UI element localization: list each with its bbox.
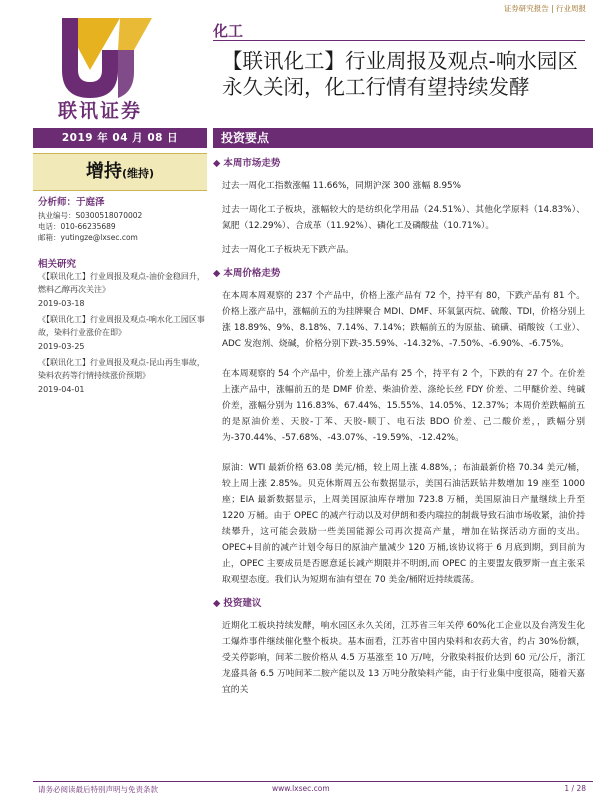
paragraph: 过去一周化工指数涨幅 11.66%，同期沪深 300 涨幅 8.95%	[222, 181, 462, 191]
related-research-list	[38, 270, 206, 399]
key-points-heading: 投资要点	[213, 128, 593, 148]
diamond-icon: ◆	[213, 158, 221, 169]
section-heading: ◆ 本周市场走势	[213, 158, 281, 169]
footer-divider	[33, 781, 593, 782]
paragraph: 在本周本周观察的 237 个产品中，价格上涨产品有 72 个，持平有 80，下跌产品有 81 个。价格上涨产品中，涨幅前五的为挂牌聚合 MDI、DMF、环氧氯丙烷、硫酸、TDI，价格分别上涨 18.89%、9%、8.18%、7.14%、7.14%；跌幅前五的为原盐、硫磺、硝酸铵（工业）、ADC 发泡剂、烧碱，价格分别下跌-35.59%、-14.32%、-7.50%、-6.90%、-6.75%。	[222, 291, 585, 349]
related-date: 2019-03-18	[38, 299, 85, 308]
related-item[interactable]: 《【联讯化工】行业周报及观点-响水化工园区事故，染料行业涨价在即》	[38, 315, 205, 337]
section-heading: ◆ 本周价格走势	[213, 268, 281, 279]
paragraph: 原油：WTI 最新价格 63.08 美元/桶，较上周上涨 4.88%，；布油最新价格 70.34 美元/桶，较上周上涨 2.85%。贝克休斯周五公布数据显示，美国石油活跃钻井数增加 19 座至 1000 座；EIA 最新数据显示，上周美国原油库存增加 723.8 万桶，美国原油日产量继续上升至 1220 万桶。由于 OPEC 的减产行动以及对伊朗和委内瑞拉的制裁导致石油市场收紧，油价持续攀升，这可能会鼓励一些美国能源公司再次提高产量，增加在钻探活动方面的支出。OPEC+目前的减产计划令每日的原油产量减少 120 万桶,该协议将于 6 月底到期，到目前为止，OPEC 主要成员是否愿意延长减产期限并不明朗,而 OPEC 的主要盟友俄罗斯一直主张采取观望态度。我们认为短期布油有望在 70 美金/桶附近持续震荡。	[222, 463, 585, 585]
paragraph: 在本周观察的 54 个产品中，价差上涨产品有 25 个，持平有 2 个，下跌的有 27 个。在价差上涨产品中，涨幅前五的是 DMF 价差、柴油价差、涤纶长丝 FDY 价差、二甲醚价差、纯碱价差，涨幅分别为 116.83%、67.44%、15.55%、14.05%、12.37%；本周价差跌幅前五的是原油价差、天胶-丁苯、天胶-顺丁、电石法 BDO 价差、己二酸价差，，跌幅分别为-370.44%、-57.68%、-43.07%、-19.59%、-12.42%。	[222, 369, 585, 443]
analyst-phone: 电话：010-66235689	[38, 222, 116, 231]
report-title: 【联讯化工】行业周报及观点-响水园区永久关闭，化工行情有望持续发酵	[222, 49, 578, 99]
related-item[interactable]: 《【联讯化工】行业周报及观点-油价金稳回升，燃料乙醇再次关注》	[38, 272, 205, 294]
related-item[interactable]: 《【联讯化工】行业周报及观点-昆山再生事故，染料农药等行情持续涨价预期》	[38, 358, 205, 380]
paragraph: 过去一周化工子板块无下跌产品。	[222, 245, 354, 255]
paragraph: 过去一周化工子板块，涨幅较大的是纺织化学用品（24.51%）、其他化学原料（14.83%）、氮肥（12.29%）、合成革（11.92%）、磷化工及磷酸盐（10.71%）。	[222, 205, 585, 231]
main-content	[213, 156, 585, 706]
related-date: 2019-04-01	[38, 385, 85, 394]
paragraph: 近期化工板块持续发酵，响水园区永久关闭，江苏省三年关停 60%化工企业以及台湾发生化工爆炸事件继续催化整个板块。基本面看，江苏省中国内染料和农药大省，约占 30%份额，受关停影响，间苯二胺价格从 4.5 万基涨至 10 万/吨，分散染料报价达到 60 元/公斤，浙江龙盛具备 6.5 万吨间苯二胺产能以及 13 万吨分散染料产能，由于行业集中度很高，随着天嘉宜的关	[222, 621, 585, 695]
rating-value: 增持	[85, 161, 122, 182]
rating-box	[33, 153, 207, 191]
section-heading: ◆ 投资建议	[213, 598, 262, 609]
rating-note: (维持)	[121, 167, 155, 180]
analyst-info	[38, 196, 208, 243]
report-date: 2019 年 04 月 08 日	[33, 128, 207, 148]
analyst-name: 分析师：于庭泽	[38, 197, 105, 208]
diamond-icon: ◆	[213, 598, 221, 609]
related-research-heading: 相关研究	[38, 259, 77, 270]
logo-text: 联讯证券	[58, 100, 143, 122]
page-number: 1 / 28	[564, 784, 586, 793]
related-date: 2019-03-25	[38, 342, 85, 351]
analyst-license: 执业编号：S0300518070002	[38, 211, 143, 220]
report-type-label: 证券研究报告 | 行业周报	[503, 4, 586, 13]
industry-label: 化工	[213, 22, 244, 40]
diamond-icon: ◆	[213, 268, 221, 279]
header-divider	[213, 40, 585, 41]
footer-website[interactable]: www.lxsec.com	[272, 784, 330, 793]
analyst-email[interactable]: 邮箱：yutingze@lxsec.com	[38, 233, 138, 242]
footer-disclaimer[interactable]: 请务必阅读最后特别声明与免责条款	[38, 785, 158, 794]
